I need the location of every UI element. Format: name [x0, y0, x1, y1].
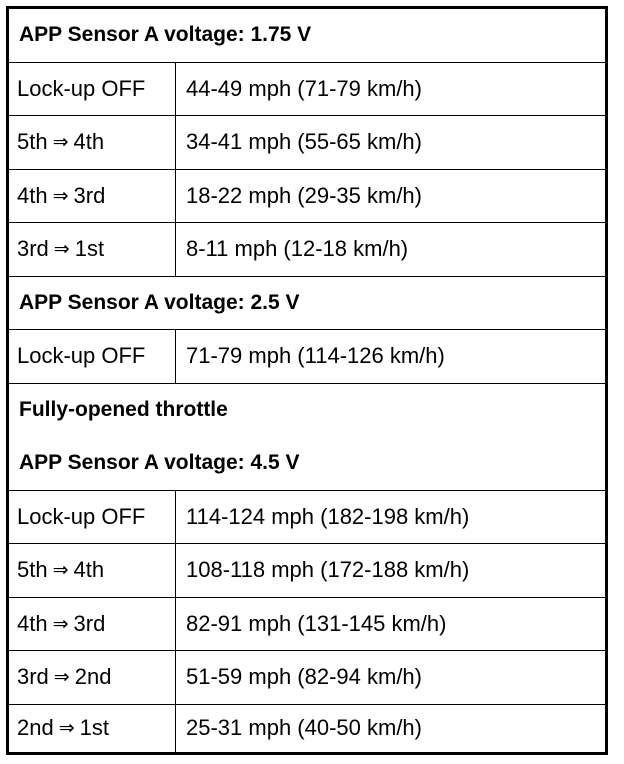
gear-to: 4th [73, 557, 105, 583]
table-row [9, 598, 605, 652]
mode-cell [9, 63, 176, 116]
mode-cell [9, 491, 176, 544]
shift-arrow-icon: ⇒ [52, 559, 69, 582]
speed-value: 71-79 mph (114-126 km/h) [186, 343, 445, 369]
speed-value: 44-49 mph (71-79 km/h) [186, 75, 422, 101]
table-row [9, 544, 605, 598]
speed-value: 25-31 mph (40-50 km/h) [186, 715, 422, 741]
speed-cell [176, 598, 605, 651]
gear-from: 5th [17, 129, 48, 155]
table-row [9, 491, 605, 545]
gear-from: 4th [17, 610, 48, 636]
speed-value: 34-41 mph (55-65 km/h) [186, 129, 422, 155]
shift-cell [9, 544, 176, 597]
section-heading-app-2-5v [9, 277, 605, 331]
speed-cell [176, 63, 605, 116]
gear-to: 3rd [73, 182, 106, 208]
table-row [9, 170, 605, 224]
speed-cell [176, 223, 605, 276]
section-heading-full-throttle [9, 384, 605, 491]
speed-value: 108-118 mph (172-188 km/h) [186, 557, 470, 583]
speed-cell [176, 330, 605, 383]
section-heading-text: APP Sensor A voltage: 1.75 V [19, 23, 312, 47]
gear-to: 3rd [73, 610, 106, 636]
mode-label: Lock-up OFF [17, 503, 146, 529]
gear-to: 4th [73, 129, 105, 155]
section-heading-text: APP Sensor A voltage: 4.5 V [19, 451, 300, 474]
speed-cell [176, 491, 605, 544]
shift-arrow-icon: ⇒ [52, 184, 69, 207]
shift-cell [9, 598, 176, 651]
shift-speed-table [6, 6, 608, 755]
table-row [9, 116, 605, 170]
table-row [9, 330, 605, 384]
section-heading-text: Fully-opened throttle [19, 398, 228, 421]
shift-cell [9, 116, 176, 169]
table-row [9, 223, 605, 277]
mode-cell [9, 330, 176, 383]
mode-label: Lock-up OFF [17, 75, 146, 101]
section-heading-app-1-75v [9, 9, 605, 63]
speed-value: 8-11 mph (12-18 km/h) [186, 236, 409, 262]
shift-arrow-icon: ⇒ [52, 612, 69, 635]
gear-to: 1st [74, 236, 105, 262]
speed-value: 51-59 mph (82-94 km/h) [186, 664, 422, 690]
speed-cell [176, 116, 605, 169]
speed-cell [176, 544, 605, 597]
gear-from: 3rd [17, 664, 49, 690]
table-row [9, 705, 605, 753]
table-row [9, 63, 605, 117]
shift-arrow-icon: ⇒ [58, 717, 75, 740]
speed-cell [176, 170, 605, 223]
speed-cell [176, 651, 605, 704]
shift-arrow-icon: ⇒ [53, 238, 70, 261]
shift-arrow-icon: ⇒ [53, 666, 70, 689]
gear-from: 5th [17, 557, 48, 583]
gear-to: 2nd [74, 664, 112, 690]
gear-to: 1st [79, 715, 109, 741]
shift-arrow-icon: ⇒ [52, 131, 69, 154]
gear-from: 3rd [17, 236, 49, 262]
shift-cell [9, 651, 176, 704]
shift-cell [9, 170, 176, 223]
gear-from: 2nd [17, 715, 54, 741]
speed-cell [176, 705, 605, 753]
table-row [9, 651, 605, 705]
speed-value: 114-124 mph (182-198 km/h) [186, 503, 470, 529]
shift-cell [9, 705, 176, 753]
shift-cell [9, 223, 176, 276]
gear-from: 4th [17, 182, 48, 208]
speed-value: 18-22 mph (29-35 km/h) [186, 182, 422, 208]
section-heading-text: APP Sensor A voltage: 2.5 V [19, 290, 300, 314]
speed-value: 82-91 mph (131-145 km/h) [186, 610, 447, 636]
mode-label: Lock-up OFF [17, 343, 146, 369]
